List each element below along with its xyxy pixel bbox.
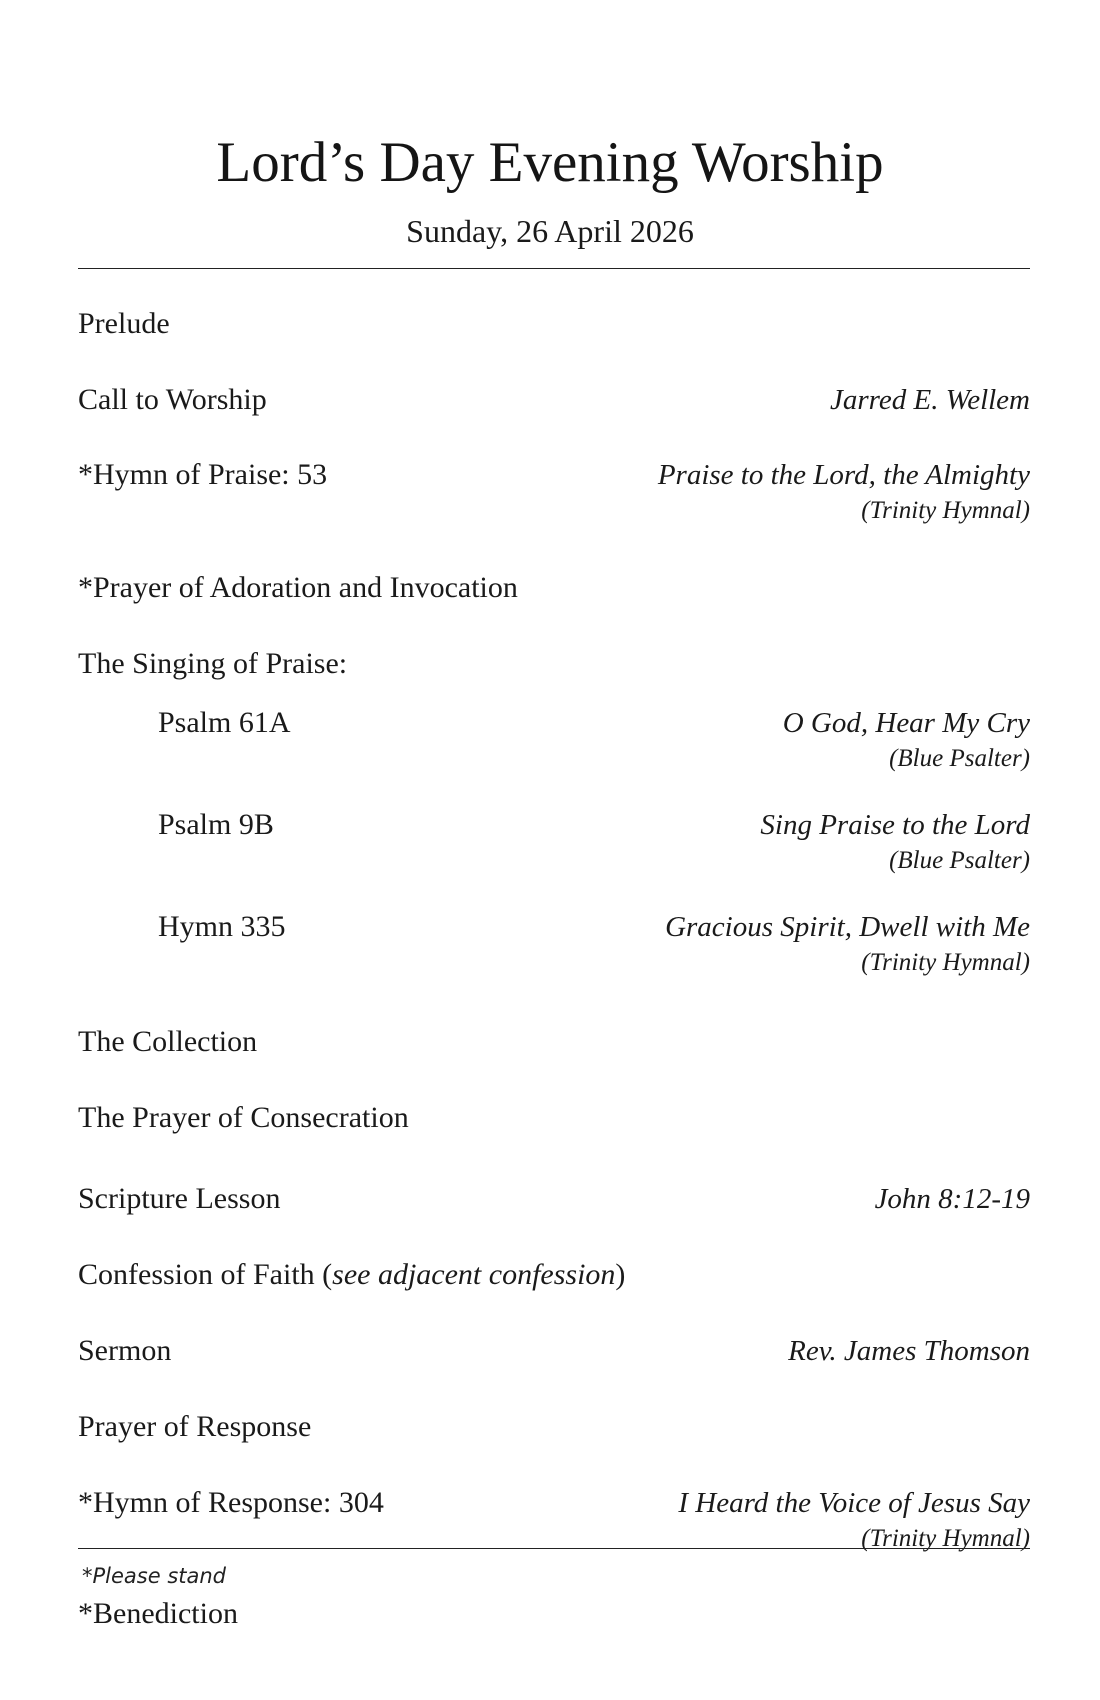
order-item-scripture-lesson (78, 1181, 1030, 1261)
item-label: *Hymn of Response: 304 (78, 1486, 384, 1519)
item-label (78, 1257, 625, 1293)
psalter-source: (Blue Psalter) (889, 847, 1030, 874)
item-label: Sermon (78, 1334, 172, 1367)
footnote-divider (78, 1548, 1030, 1549)
psalter-source: (Blue Psalter) (889, 745, 1030, 772)
page-title: Lord’s Day Evening Worship (216, 131, 884, 194)
item-label: Prayer of Response (78, 1410, 312, 1443)
item-label-text: Confession of Faith ( (78, 1258, 333, 1291)
psalm-title: O God, Hear My Cry (782, 707, 1030, 739)
item-leader: Jarred E. Wellem (830, 384, 1030, 416)
hymn-title: Gracious Spirit, Dwell with Me (665, 911, 1030, 943)
stand-footnote: *Please stand (82, 1564, 227, 1588)
hymnal-source: (Trinity Hymnal) (861, 497, 1030, 524)
hymn-title: I Heard the Voice of Jesus Say (678, 1487, 1030, 1519)
item-label: The Singing of Praise: (78, 647, 348, 680)
order-item-psalm-9b (78, 807, 1030, 887)
preacher-name: Rev. James Thomson (788, 1335, 1030, 1367)
order-item-call-to-worship (78, 382, 1030, 462)
order-item-sermon (78, 1333, 1030, 1413)
item-label: The Prayer of Consecration (78, 1101, 409, 1134)
scripture-reference: John 8:12-19 (874, 1183, 1030, 1215)
item-label: Psalm 9B (158, 808, 274, 841)
item-label-close: ) (615, 1258, 626, 1291)
order-item-confession-of-faith (78, 1257, 1030, 1337)
order-item-prayer-of-response (78, 1409, 1030, 1489)
order-item-hymn-335 (78, 909, 1030, 989)
order-item-prayer-of-consecration (78, 1100, 1030, 1180)
order-item-hymn-of-praise (78, 457, 1030, 537)
item-label: *Hymn of Praise: 53 (78, 458, 328, 491)
item-label: Prelude (78, 307, 170, 340)
item-label: *Prayer of Adoration and Invocation (78, 571, 518, 604)
order-item-hymn-of-response (78, 1485, 1030, 1565)
order-item-psalm-61a (78, 705, 1030, 785)
header-divider (78, 268, 1030, 269)
item-label: Hymn 335 (158, 910, 286, 943)
order-item-prelude (78, 306, 1030, 386)
item-label: Call to Worship (78, 383, 267, 416)
item-label: Scripture Lesson (78, 1182, 281, 1215)
item-label: Psalm 61A (158, 706, 291, 739)
order-item-prayer-of-adoration (78, 570, 1030, 650)
order-item-benediction: *Benediction (78, 1597, 238, 1630)
order-item-collection (78, 1024, 1030, 1104)
item-label: The Collection (78, 1025, 258, 1058)
hymnal-source: (Trinity Hymnal) (861, 1525, 1030, 1552)
confession-note: see adjacent confession (332, 1258, 616, 1291)
service-date: Sunday, 26 April 2026 (406, 213, 694, 249)
hymnal-source: (Trinity Hymnal) (861, 949, 1030, 976)
psalm-title: Sing Praise to the Lord (760, 809, 1030, 841)
hymn-title: Praise to the Lord, the Almighty (657, 459, 1030, 491)
